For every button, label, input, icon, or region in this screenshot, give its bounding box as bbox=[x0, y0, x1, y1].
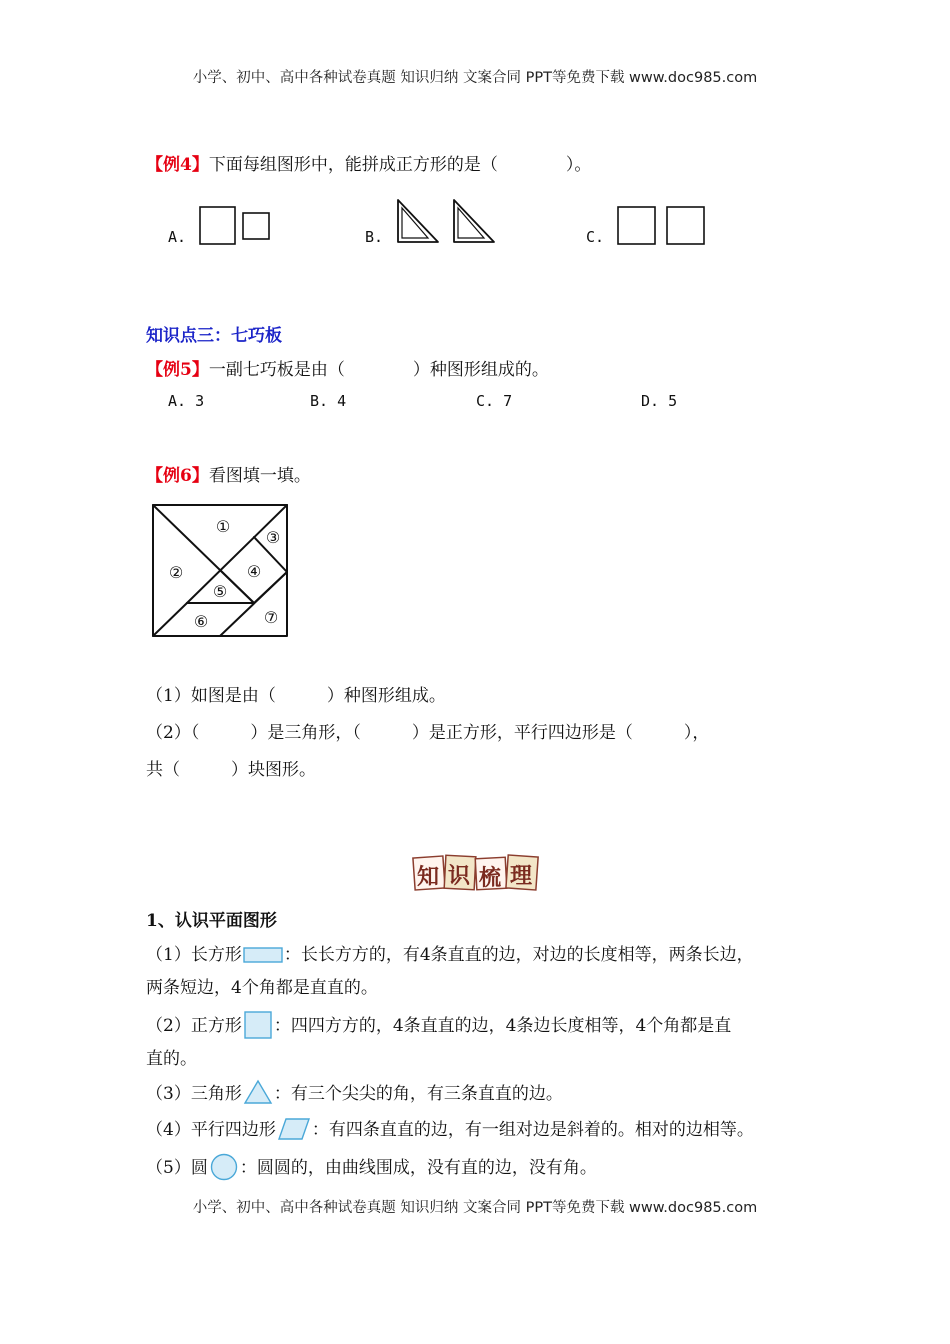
example5-option-d: D. 5 bbox=[641, 392, 678, 410]
example5-question: 一副七巧板是由（ ）种图形组成的。 bbox=[208, 360, 549, 380]
example4-option-a-figure bbox=[198, 204, 272, 248]
tangram-label-2: ② bbox=[168, 563, 184, 582]
summary-banner-char-2: 识 bbox=[448, 864, 471, 889]
example5-line bbox=[146, 355, 549, 380]
summary-item-4-text: ：有四条直直的边，有一组对边是斜着的。相对的边相等。 bbox=[311, 1120, 754, 1140]
tangram-lower-left-edge bbox=[153, 603, 187, 636]
parallelogram-icon bbox=[277, 1117, 311, 1141]
square-left bbox=[618, 207, 655, 244]
tangram-figure bbox=[150, 502, 292, 640]
summary-item-5-prefix: （5）圆 bbox=[146, 1158, 208, 1178]
summary-item-1-text: ：长长方方的，有4条直直的边，对边的长度相等，两条长边， bbox=[283, 945, 754, 965]
summary-item-5-text: ：圆圆的，由曲线围成，没有直的边，没有角。 bbox=[239, 1158, 597, 1178]
summary-item-3-prefix: （3）三角形 bbox=[146, 1084, 242, 1104]
summary-item-1 bbox=[146, 940, 754, 965]
example6-q2-continued: 共（ ）块图形。 bbox=[146, 760, 316, 780]
example6-question: 看图填一填。 bbox=[208, 466, 311, 486]
example4-option-b-label: B. bbox=[365, 228, 384, 246]
rectangle-icon bbox=[243, 946, 283, 964]
summary-item-4-prefix: （4）平行四边形 bbox=[146, 1120, 276, 1140]
tangram-label-7: ⑦ bbox=[263, 608, 279, 627]
page-header: 小学、初中、高中各种试卷真题 知识归纳 文案合同 PPT等免费下载 www.doc985.com bbox=[192, 70, 758, 86]
summary-item-5 bbox=[146, 1153, 597, 1181]
example4-line bbox=[146, 150, 591, 175]
triangle-right bbox=[454, 200, 494, 242]
triangle-icon bbox=[243, 1079, 273, 1105]
square-right bbox=[667, 207, 704, 244]
summary-item-2 bbox=[146, 1011, 731, 1039]
example4-option-c-label: C. bbox=[586, 228, 605, 246]
example6-line bbox=[146, 461, 311, 486]
example4-question: 下面每组图形中，能拼成正方形的是（ ）。 bbox=[208, 155, 592, 175]
triangle-left bbox=[398, 200, 438, 242]
summary-item-1-continued: 两条短边，4个角都是直直的。 bbox=[146, 978, 378, 998]
tangram-upper-diagonal bbox=[187, 505, 287, 603]
tangram-label-1: ① bbox=[215, 517, 231, 536]
summary-item-1-prefix: （1）长方形 bbox=[146, 945, 242, 965]
summary-item-3 bbox=[146, 1079, 563, 1105]
tangram-label-3: ③ bbox=[265, 528, 281, 547]
example5-option-a: A. 3 bbox=[168, 392, 205, 410]
summary-item-2-prefix: （2）正方形 bbox=[146, 1016, 242, 1036]
page-footer: 小学、初中、高中各种试卷真题 知识归纳 文案合同 PPT等免费下载 www.doc985.com bbox=[192, 1200, 758, 1216]
summary-banner-char-4: 理 bbox=[510, 864, 533, 889]
example4-tag: 【例4】 bbox=[146, 155, 209, 175]
example5-option-c: C. 7 bbox=[476, 392, 513, 410]
tangram-label-5: ⑤ bbox=[212, 582, 228, 601]
summary-item-2-continued: 直的。 bbox=[146, 1049, 197, 1069]
large-square bbox=[200, 207, 235, 244]
small-square bbox=[243, 213, 269, 239]
example5-tag: 【例5】 bbox=[146, 360, 209, 380]
tangram-label-6: ⑥ bbox=[193, 612, 209, 631]
summary-banner-char-1: 知 bbox=[417, 865, 440, 890]
example4-option-c-figure bbox=[616, 204, 708, 248]
example6-q1: （1）如图是由（ ）种图形组成。 bbox=[146, 686, 446, 706]
example4-option-a-label: A. bbox=[168, 228, 187, 246]
example6-q2: （2）（ ）是三角形，（ ）是正方形，平行四边形是（ ）， bbox=[146, 723, 710, 743]
example5-option-b: B. 4 bbox=[310, 392, 347, 410]
triangle-right-inner bbox=[458, 208, 484, 238]
tangram-label-4: ④ bbox=[246, 562, 262, 581]
circle-icon bbox=[209, 1153, 239, 1181]
summary-item-4 bbox=[146, 1115, 754, 1141]
summary-item-3-text: ：有三个尖尖的角，有三条直直的边。 bbox=[273, 1084, 563, 1104]
example6-tag: 【例6】 bbox=[146, 466, 209, 486]
square-icon bbox=[243, 1011, 273, 1039]
example4-option-b-figure bbox=[394, 196, 502, 248]
triangle-left-inner bbox=[402, 208, 428, 238]
section3-title: 知识点三：七巧板 bbox=[146, 326, 282, 346]
summary-banner-char-3: 梳 bbox=[479, 866, 502, 891]
summary-banner bbox=[412, 853, 540, 893]
summary-item-2-text: ：四四方方的，4条直直的边，4条边长度相等，4个角都是直 bbox=[273, 1016, 732, 1036]
summary-title: 1、认识平面图形 bbox=[146, 911, 277, 931]
